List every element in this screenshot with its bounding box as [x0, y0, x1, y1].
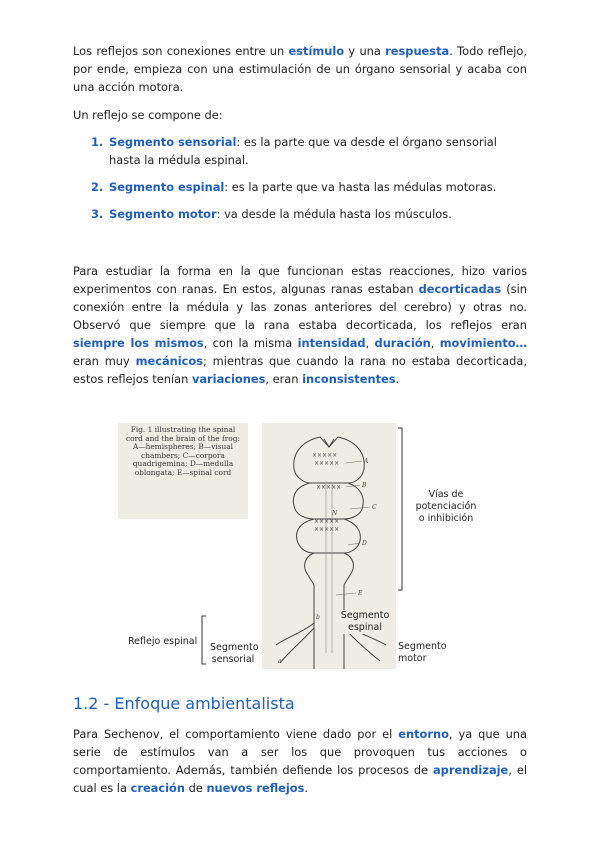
figure-marks: ×××××: [316, 484, 342, 491]
term-intensidad: intensidad: [297, 336, 366, 350]
text: , el cual es la: [73, 763, 527, 795]
label-a: a: [278, 658, 282, 665]
term-segmento-espinal: Segmento espinal: [109, 180, 225, 194]
figure-marks: ×××××: [314, 518, 340, 525]
text: ; mientras que cuando la rana no estaba decorticada, estos reflejos tenían: [73, 354, 527, 386]
label-vias: Vías de potenciación o inhibición: [415, 489, 477, 524]
list-item: [73, 178, 527, 196]
label-b: b: [316, 614, 320, 621]
term-movimiento: movimiento…: [439, 336, 527, 350]
text: . Todo reflejo, por ende, empieza con una estimulación de un órgano sensorial y acaba con una acción motora.: [73, 44, 527, 94]
label-D: D: [362, 540, 367, 547]
term-duracion: duración: [374, 336, 431, 350]
term-nuevos-reflejos: nuevos reflejos: [206, 781, 305, 795]
list-number: 3.: [91, 207, 104, 221]
list-item: [73, 205, 527, 223]
figure-marks: ×××××: [314, 526, 340, 533]
term-entorno: entorno: [398, 727, 449, 741]
central-canal: [326, 483, 332, 653]
label-C: C: [372, 504, 377, 511]
label-reflejo-espinal: Reflejo espinal: [128, 636, 198, 647]
list-text: : va desde la médula hasta los músculos.: [216, 207, 452, 221]
list-text: : es la parte que va desde el órgano sensorial hasta la médula espinal.: [109, 135, 497, 167]
term-creacion: creación: [130, 781, 185, 795]
text: Para Sechenov, el comportamiento viene dado por el: [73, 727, 399, 741]
term-aprendizaje: aprendizaje: [432, 763, 509, 777]
text: ,: [365, 336, 375, 350]
term-mecanicos: mecánicos: [135, 354, 204, 368]
term-segmento-motor: Segmento motor: [109, 207, 217, 221]
term-siempre-los-mismos: siempre los mismos: [73, 336, 204, 350]
list-text: : es la parte que va hasta las médulas motoras.: [224, 180, 497, 194]
text: .: [304, 781, 309, 795]
text: .: [395, 372, 400, 386]
text: Para estudiar la forma en la que funcionan estas reacciones, hizo varios experimentos con ranas. En estos, algunas ranas estaban: [73, 264, 527, 296]
list-intro: Un reflejo se compone de:: [73, 108, 223, 122]
term-decorticadas: decorticadas: [418, 282, 502, 296]
bracket-right: [396, 426, 408, 592]
label-E: E: [358, 590, 363, 597]
reflex-components-list: [73, 133, 527, 223]
label-segmento-motor: Segmento motor: [398, 641, 447, 664]
text: , con la misma: [203, 336, 298, 350]
text: Los reflejos son conexiones entre un: [73, 44, 289, 58]
list-number: 1.: [91, 135, 104, 149]
study-paragraph: [73, 262, 527, 388]
text: , eran: [265, 372, 303, 386]
label-N: N: [332, 510, 338, 517]
text: ,: [430, 336, 440, 350]
label-A: A: [364, 458, 369, 465]
term-segmento-sensorial: Segmento sensorial: [109, 135, 237, 149]
label-segmento-espinal: Segmento espinal: [340, 610, 390, 633]
term-variaciones: variaciones: [191, 372, 266, 386]
text: (sin conexión entre la médula y las zonas anteriores del cerebro) y otras no. Observó que siempre que la rana estaba decorticada, los reflejos eran: [73, 282, 527, 332]
term-respuesta: respuesta: [385, 44, 450, 58]
section-paragraph: [73, 725, 527, 797]
figure-caption: Fig. 1 illustrating the spinal cord and the brain of the frog: A—hemispheres; B—visual chambers; C—corpora quadrigemina; D—medulla oblongata; E—spinal cord: [126, 425, 240, 477]
label-B: B: [362, 482, 367, 489]
text: , ya que una serie de estímulos van a ser los que provoquen tus acciones o comportamiento. Además, también defiende los procesos de: [73, 727, 527, 777]
text: y una: [344, 44, 386, 58]
figure-marks: ×××××: [314, 460, 340, 467]
intro-paragraph: [73, 42, 527, 96]
sensory-nerve: [276, 623, 314, 663]
text: de: [184, 781, 207, 795]
label-segmento-sensorial: Segmento sensorial: [210, 642, 259, 665]
term-inconsistentes: inconsistentes: [302, 372, 396, 386]
list-number: 2.: [91, 180, 104, 194]
section-title: 1.2 - Enfoque ambientalista: [73, 694, 295, 713]
bracket-left: [198, 614, 208, 666]
term-estimulo: estímulo: [288, 44, 345, 58]
figure-caption-box: [118, 423, 248, 519]
list-item: [73, 133, 527, 169]
text: eran muy: [73, 354, 136, 368]
figure-marks: ×××××: [312, 452, 338, 459]
